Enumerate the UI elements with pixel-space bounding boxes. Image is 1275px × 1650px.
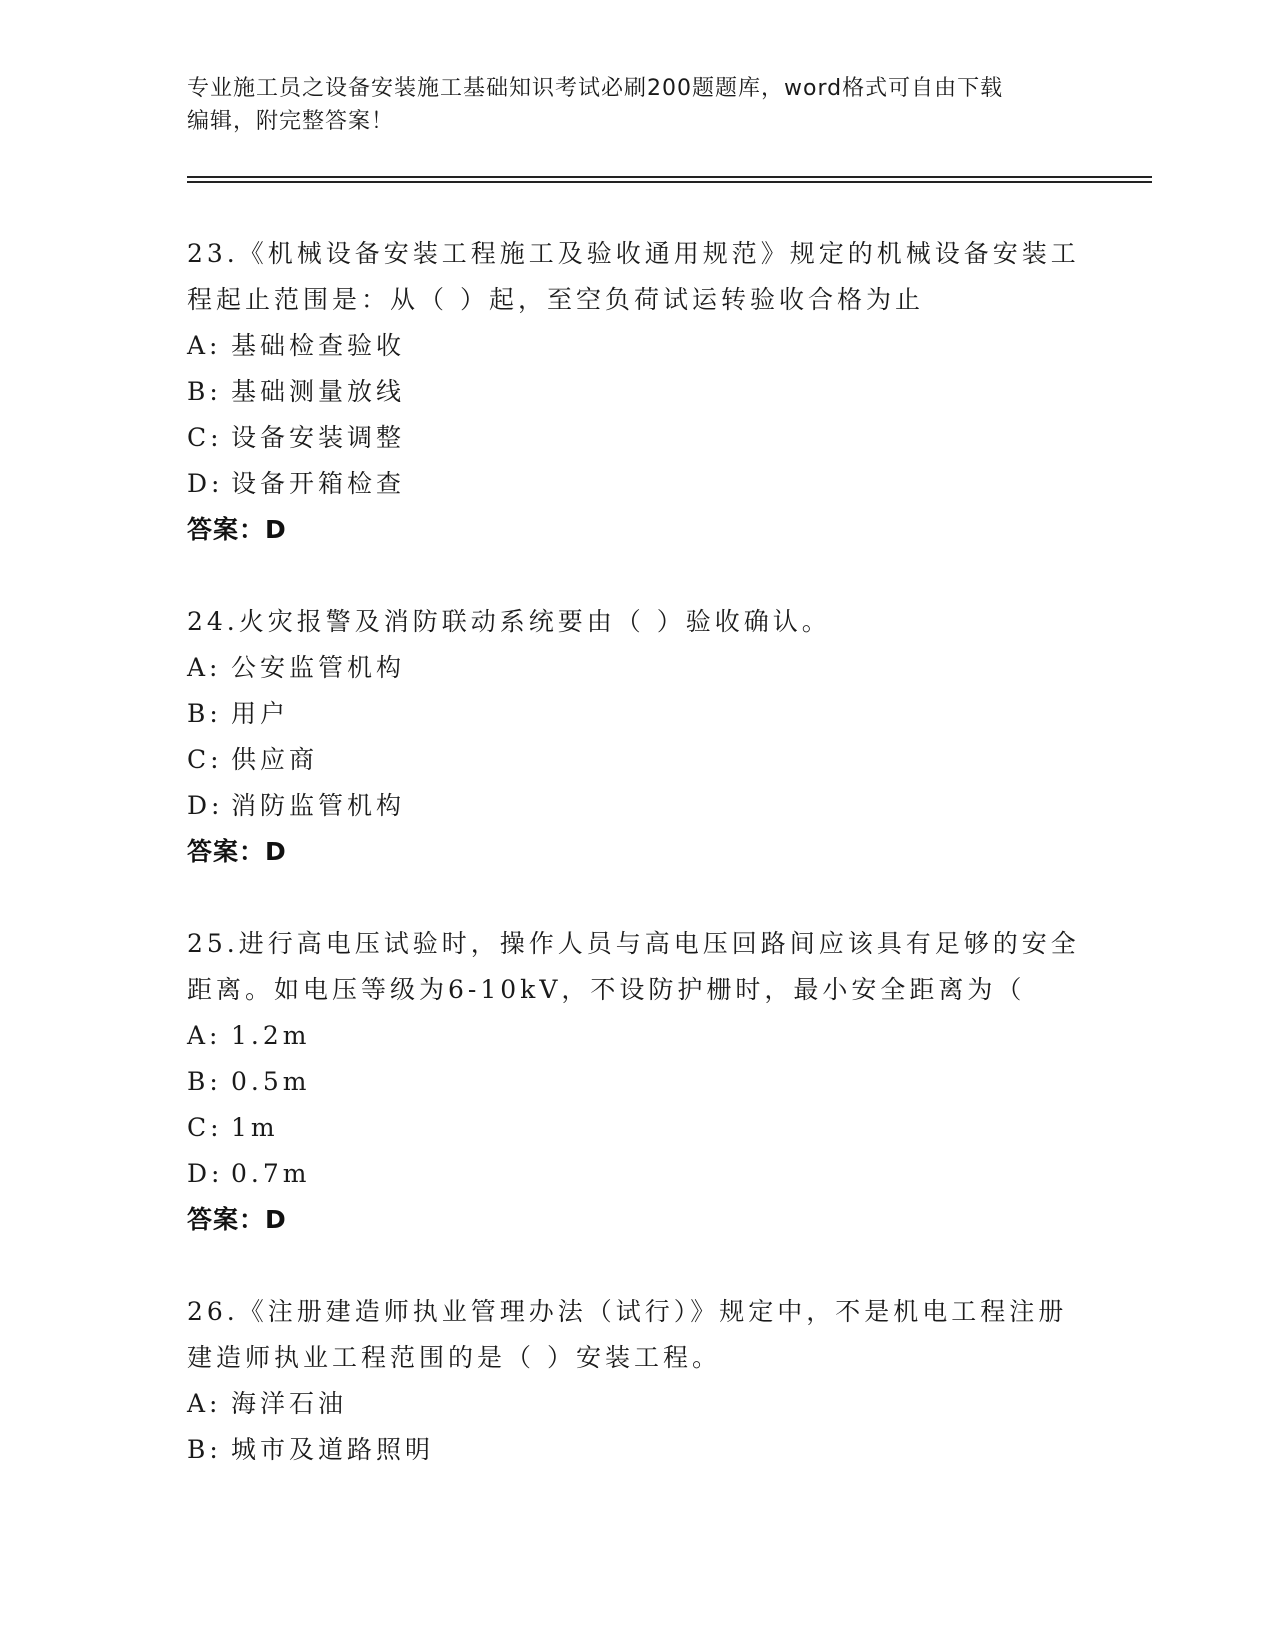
option-a	[187, 1381, 1087, 1427]
header-divider-bottom	[187, 181, 1152, 183]
option-key: D:	[187, 469, 224, 498]
option-key: A:	[187, 1389, 222, 1418]
option-text: 设备开箱检查	[231, 469, 406, 498]
option-key: A:	[187, 653, 222, 682]
question-stem-line1: 24.火灾报警及消防联动系统要由（ ）验收确认。	[187, 607, 831, 636]
option-c	[187, 1105, 1087, 1151]
header-title-line1: 专业施工员之设备安装施工基础知识考试必刷200题题库，word格式可自由下载	[187, 76, 1004, 101]
option-text: 公安监管机构	[231, 653, 406, 682]
option-a	[187, 323, 1087, 369]
option-text: 城市及道路照明	[231, 1435, 435, 1464]
question-25	[187, 921, 1087, 1243]
option-text: 设备安装调整	[231, 423, 406, 452]
option-text: 0.7m	[231, 1159, 311, 1188]
option-a	[187, 1013, 1087, 1059]
answer-label: 答案：D	[187, 515, 287, 544]
answer-label: 答案：D	[187, 837, 287, 866]
question-stem-line1: 25.进行高电压试验时，操作人员与高电压回路间应该具有足够的安全	[187, 929, 1080, 958]
option-key: B:	[187, 1067, 222, 1096]
question-26	[187, 1289, 1087, 1473]
option-c	[187, 737, 1087, 783]
option-key: C:	[187, 745, 223, 774]
option-text: 消防监管机构	[231, 791, 406, 820]
option-text: 海洋石油	[231, 1389, 348, 1418]
option-b	[187, 1059, 1087, 1105]
option-key: A:	[187, 1021, 222, 1050]
answer-label: 答案：D	[187, 1205, 287, 1234]
question-list	[187, 231, 1087, 1519]
option-d	[187, 783, 1087, 829]
option-key: B:	[187, 377, 222, 406]
question-stem-line2: 建造师执业工程范围的是（ ）安装工程。	[187, 1343, 721, 1372]
option-text: 基础检查验收	[231, 331, 406, 360]
option-text: 0.5m	[231, 1067, 311, 1096]
option-key: C:	[187, 423, 223, 452]
option-d	[187, 1151, 1087, 1197]
header-divider-top	[187, 176, 1152, 178]
question-stem-line2: 距离。如电压等级为6-10kV，不设防护栅时，最小安全距离为（	[187, 975, 1026, 1004]
option-key: D:	[187, 791, 224, 820]
option-d	[187, 461, 1087, 507]
option-key: B:	[187, 699, 222, 728]
option-b	[187, 1427, 1087, 1473]
question-24	[187, 599, 1087, 875]
option-text: 供应商	[231, 745, 319, 774]
option-b	[187, 369, 1087, 415]
option-text: 用户	[231, 699, 290, 728]
option-text: 1m	[231, 1113, 279, 1142]
header-title-line2: 编辑，附完整答案！	[187, 109, 395, 134]
option-text: 1.2m	[231, 1021, 311, 1050]
question-stem-line2: 程起止范围是：从（ ）起，至空负荷试运转验收合格为止	[187, 285, 924, 314]
document-header	[187, 72, 1067, 138]
option-text: 基础测量放线	[231, 377, 406, 406]
option-key: D:	[187, 1159, 224, 1188]
option-key: B:	[187, 1435, 222, 1464]
option-key: C:	[187, 1113, 223, 1142]
option-a	[187, 645, 1087, 691]
question-23	[187, 231, 1087, 553]
option-c	[187, 415, 1087, 461]
question-stem-line1: 23.《机械设备安装工程施工及验收通用规范》规定的机械设备安装工	[187, 239, 1080, 268]
option-b	[187, 691, 1087, 737]
question-stem-line1: 26.《注册建造师执业管理办法（试行）》规定中，不是机电工程注册	[187, 1297, 1068, 1326]
option-key: A:	[187, 331, 222, 360]
